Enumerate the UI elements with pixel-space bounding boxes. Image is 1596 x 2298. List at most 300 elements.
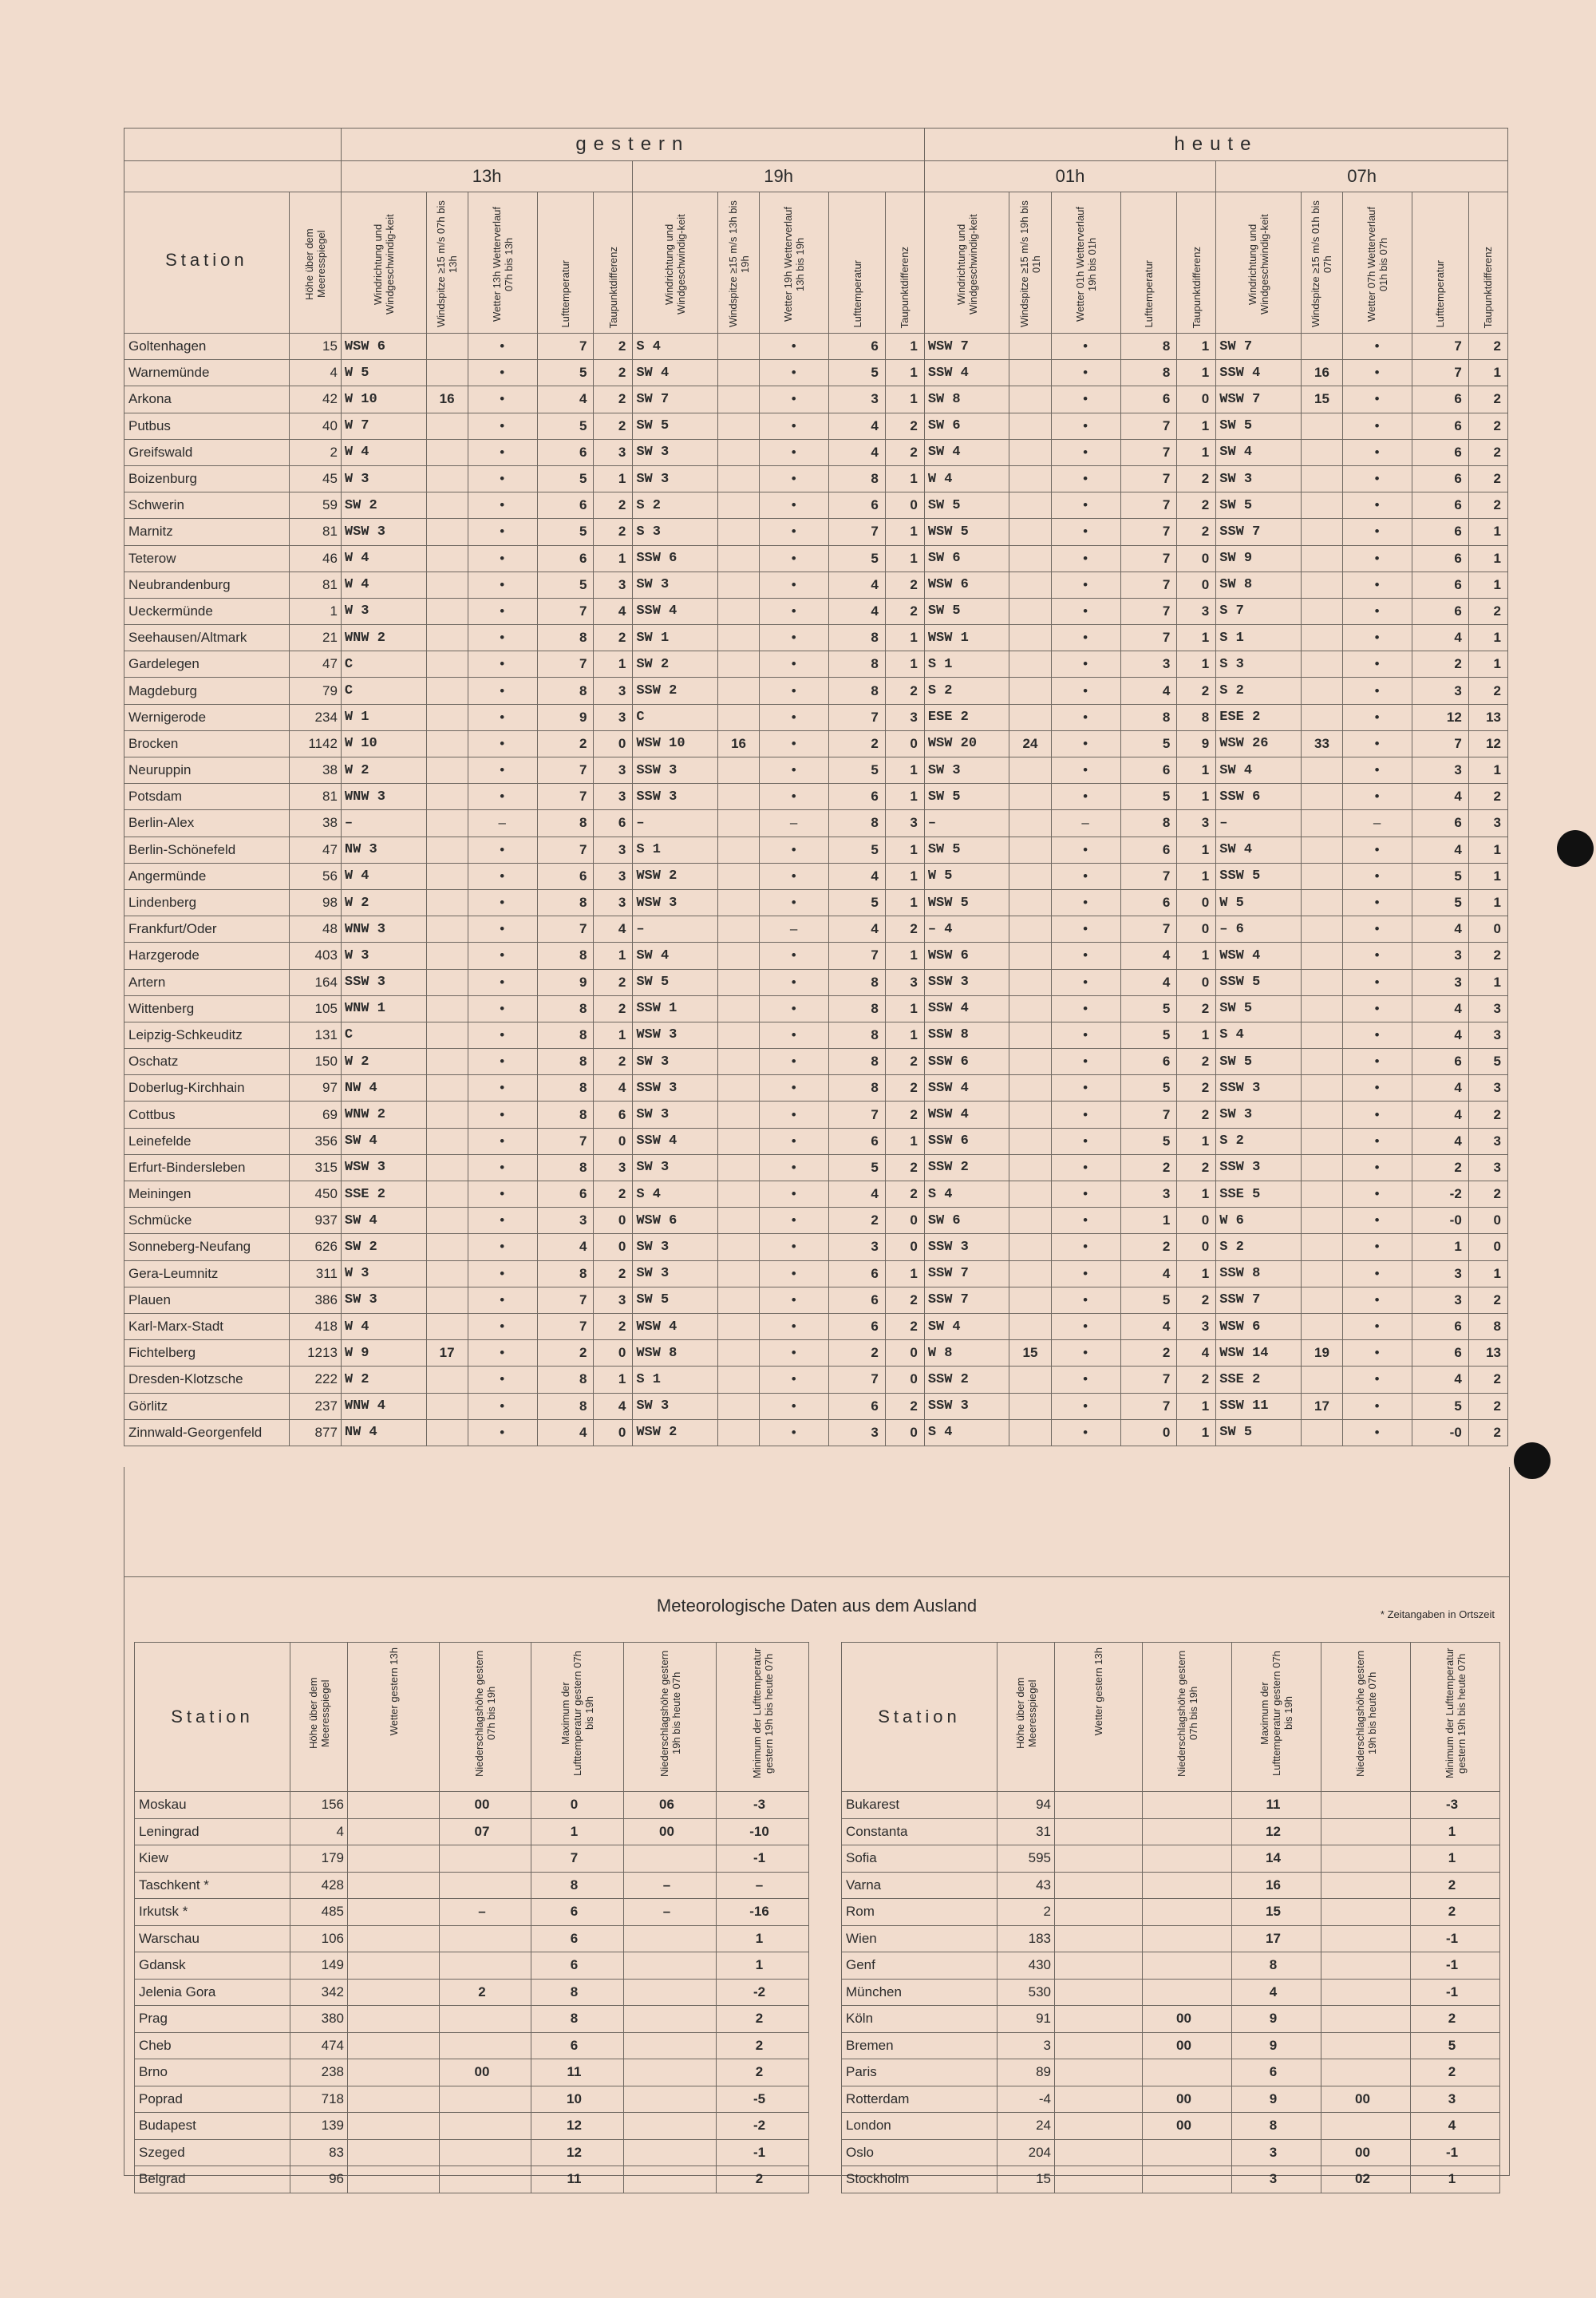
cell-wx: • bbox=[760, 519, 829, 545]
station-name: Gardelegen bbox=[124, 651, 290, 678]
cell-wind: WSW 6 bbox=[1216, 1313, 1302, 1339]
cell-gust bbox=[1009, 784, 1051, 810]
cell-gust bbox=[1301, 810, 1342, 837]
cell-val: 2 bbox=[1177, 519, 1216, 545]
foreign-cell bbox=[624, 2032, 717, 2059]
cell-gust bbox=[426, 1313, 468, 1339]
foreign-cell: 485 bbox=[290, 1899, 348, 1926]
cell-val: 6 bbox=[1412, 598, 1469, 624]
domestic-weather-table bbox=[124, 128, 1508, 1446]
cell-val: 1 bbox=[885, 386, 924, 413]
cell-val: 0 bbox=[1177, 889, 1216, 916]
cell-val: 8 bbox=[829, 1075, 886, 1102]
cell-val: 6 bbox=[1120, 757, 1177, 784]
foreign-cell bbox=[1321, 1979, 1411, 2006]
cell-gust bbox=[1301, 1022, 1342, 1048]
station-row bbox=[124, 916, 1508, 943]
station-row bbox=[124, 1419, 1508, 1446]
cell-wx: • bbox=[1051, 678, 1120, 704]
cell-wind: SW 2 bbox=[341, 492, 426, 519]
cell-gust bbox=[717, 360, 759, 386]
foreign-cell: 2 bbox=[717, 2059, 809, 2086]
foreign-station-name: München bbox=[842, 1979, 998, 2006]
cell-val: 6 bbox=[1120, 837, 1177, 863]
column-header-c19-4: Taupunktdifferenz bbox=[885, 192, 924, 334]
cell-wind: W 3 bbox=[341, 1260, 426, 1287]
cell-wx: • bbox=[468, 492, 537, 519]
cell-wx: • bbox=[1343, 439, 1412, 465]
cell-gust bbox=[717, 1419, 759, 1446]
cell-wind: WSW 3 bbox=[633, 1022, 718, 1048]
cell-wx: • bbox=[1343, 386, 1412, 413]
cell-gust bbox=[1009, 1181, 1051, 1208]
foreign-station-name: Köln bbox=[842, 2006, 998, 2033]
foreign-cell bbox=[348, 1872, 440, 1899]
station-name: Meiningen bbox=[124, 1181, 290, 1208]
punch-hole-top bbox=[1557, 830, 1594, 867]
foreign-station-row bbox=[842, 1818, 1500, 1845]
column-header-c01-0: Windrichtung und Windgeschwindig-keit bbox=[924, 192, 1009, 334]
cell-gust: 33 bbox=[1301, 730, 1342, 757]
cell-val: 6 bbox=[594, 810, 633, 837]
cell-val: 2 bbox=[1120, 1234, 1177, 1260]
foreign-cell: -3 bbox=[717, 1792, 809, 1819]
foreign-cell: 8 bbox=[1232, 2113, 1321, 2140]
cell-wx: • bbox=[1051, 889, 1120, 916]
cell-val: 5 bbox=[537, 360, 594, 386]
cell-val: 8 bbox=[537, 995, 594, 1022]
cell-wind: SSW 11 bbox=[1216, 1393, 1302, 1419]
cell-val: 7 bbox=[537, 651, 594, 678]
cell-wx: • bbox=[1343, 651, 1412, 678]
cell-gust bbox=[1009, 1102, 1051, 1128]
cell-val: 1 bbox=[1177, 943, 1216, 969]
station-row bbox=[124, 1208, 1508, 1234]
cell-wind: SW 4 bbox=[1216, 837, 1302, 863]
cell-gust: 15 bbox=[1301, 386, 1342, 413]
cell-wx: • bbox=[1343, 360, 1412, 386]
foreign-header-4: Maximum der Lufttemperatur gestern 07h bis 19h bbox=[1232, 1643, 1321, 1792]
station-row bbox=[124, 439, 1508, 465]
foreign-station-row bbox=[135, 1845, 809, 1873]
cell-wind: SSW 2 bbox=[633, 678, 718, 704]
station-name: Sonneberg-Neufang bbox=[124, 1234, 290, 1260]
foreign-cell: – bbox=[717, 1872, 809, 1899]
foreign-station-name: Prag bbox=[135, 2006, 290, 2033]
foreign-cell: 2 bbox=[717, 2032, 809, 2059]
station-name: Karl-Marx-Stadt bbox=[124, 1313, 290, 1339]
cell-wind: SW 3 bbox=[633, 1260, 718, 1287]
cell-gust bbox=[717, 519, 759, 545]
cell-wx: • bbox=[760, 1393, 829, 1419]
cell-gust bbox=[426, 519, 468, 545]
station-height: 403 bbox=[289, 943, 341, 969]
cell-val: 8 bbox=[1468, 1313, 1507, 1339]
cell-wind: WNW 3 bbox=[341, 784, 426, 810]
cell-wx: • bbox=[468, 1208, 537, 1234]
foreign-cell bbox=[1321, 1872, 1411, 1899]
cell-val: 2 bbox=[885, 439, 924, 465]
station-row bbox=[124, 519, 1508, 545]
foreign-station-name: Warschau bbox=[135, 1925, 290, 1952]
foreign-header-1: Höhe über dem Meeresspiegel bbox=[998, 1643, 1055, 1792]
cell-gust bbox=[1301, 1102, 1342, 1128]
cell-gust bbox=[1301, 889, 1342, 916]
cell-val: 4 bbox=[1412, 1128, 1469, 1154]
column-header-c07-4: Taupunktdifferenz bbox=[1468, 192, 1507, 334]
cell-val: 0 bbox=[1177, 1234, 1216, 1260]
cell-val: 1 bbox=[1468, 519, 1507, 545]
foreign-station-row bbox=[135, 1899, 809, 1926]
station-row bbox=[124, 1287, 1508, 1313]
cell-wx: • bbox=[468, 545, 537, 572]
foreign-header-6: Minimum der Lufttemperatur gestern 19h bis heute 07h bbox=[717, 1643, 809, 1792]
cell-wx: • bbox=[468, 757, 537, 784]
cell-val: 8 bbox=[829, 969, 886, 995]
cell-wind: SW 6 bbox=[924, 413, 1009, 439]
station-name: Goltenhagen bbox=[124, 334, 290, 360]
cell-gust bbox=[426, 1419, 468, 1446]
station-row bbox=[124, 572, 1508, 598]
station-height: 237 bbox=[289, 1393, 341, 1419]
cell-val: 6 bbox=[1412, 465, 1469, 492]
cell-wx: • bbox=[468, 969, 537, 995]
cell-wind: WNW 4 bbox=[341, 1393, 426, 1419]
cell-val: 4 bbox=[1412, 625, 1469, 651]
foreign-cell: 1 bbox=[531, 1818, 624, 1845]
foreign-cell: 91 bbox=[998, 2006, 1055, 2033]
cell-val: 1 bbox=[1468, 837, 1507, 863]
cell-val: 4 bbox=[1412, 1102, 1469, 1128]
foreign-header-5: Niederschlagshöhe gestern 19h bis heute 07h bbox=[1321, 1643, 1411, 1792]
cell-val: 3 bbox=[594, 439, 633, 465]
foreign-cell: 156 bbox=[290, 1792, 348, 1819]
cell-wx: • bbox=[1051, 784, 1120, 810]
foreign-cell: 2 bbox=[1411, 1872, 1500, 1899]
foreign-cell bbox=[624, 1952, 717, 1980]
cell-val: 2 bbox=[1468, 439, 1507, 465]
foreign-cell bbox=[348, 1845, 440, 1873]
station-row bbox=[124, 995, 1508, 1022]
cell-gust bbox=[426, 1260, 468, 1287]
station-row bbox=[124, 1154, 1508, 1181]
cell-wx: • bbox=[1051, 1022, 1120, 1048]
foreign-cell: -10 bbox=[717, 1818, 809, 1845]
cell-val: 3 bbox=[594, 572, 633, 598]
cell-gust bbox=[1009, 386, 1051, 413]
cell-gust bbox=[426, 1102, 468, 1128]
cell-gust bbox=[426, 360, 468, 386]
cell-val: 0 bbox=[1468, 1234, 1507, 1260]
station-height: 47 bbox=[289, 651, 341, 678]
cell-wx: • bbox=[1343, 1128, 1412, 1154]
cell-val: 7 bbox=[1120, 598, 1177, 624]
cell-gust bbox=[426, 1367, 468, 1393]
foreign-cell: 1 bbox=[1411, 2166, 1500, 2193]
cell-val: 2 bbox=[1412, 1154, 1469, 1181]
cell-gust bbox=[1009, 334, 1051, 360]
cell-gust bbox=[1009, 704, 1051, 730]
cell-val: 1 bbox=[1177, 1419, 1216, 1446]
cell-val: 6 bbox=[1412, 545, 1469, 572]
column-header-c19-3: Lufttemperatur bbox=[829, 192, 886, 334]
cell-wx: • bbox=[468, 1393, 537, 1419]
cell-wx: • bbox=[1343, 465, 1412, 492]
cell-wind: SW 6 bbox=[924, 545, 1009, 572]
station-name: Zinnwald-Georgenfeld bbox=[124, 1419, 290, 1446]
station-name: Dresden-Klotzsche bbox=[124, 1367, 290, 1393]
foreign-station-name: Moskau bbox=[135, 1792, 290, 1819]
foreign-cell: -2 bbox=[717, 2113, 809, 2140]
foreign-station-name: Rom bbox=[842, 1899, 998, 1926]
cell-wind: SSW 7 bbox=[1216, 1287, 1302, 1313]
cell-wind: SW 6 bbox=[924, 1208, 1009, 1234]
cell-wx: • bbox=[468, 1340, 537, 1367]
cell-gust bbox=[1301, 492, 1342, 519]
cell-wx: • bbox=[1051, 439, 1120, 465]
foreign-cell: -1 bbox=[717, 1845, 809, 1873]
cell-val: 2 bbox=[1177, 1287, 1216, 1313]
cell-wx: • bbox=[760, 1287, 829, 1313]
cell-wind: NW 4 bbox=[341, 1075, 426, 1102]
cell-val: 2 bbox=[594, 413, 633, 439]
cell-gust bbox=[426, 969, 468, 995]
cell-gust bbox=[717, 625, 759, 651]
cell-wx: • bbox=[760, 1102, 829, 1128]
cell-val: 4 bbox=[594, 1075, 633, 1102]
foreign-cell: 4 bbox=[1232, 1979, 1321, 2006]
station-height: 48 bbox=[289, 916, 341, 943]
cell-val: 2 bbox=[594, 1313, 633, 1339]
cell-wx: • bbox=[468, 889, 537, 916]
cell-val: 1 bbox=[1177, 360, 1216, 386]
cell-val: 2 bbox=[594, 386, 633, 413]
cell-wx: • bbox=[1051, 1181, 1120, 1208]
cell-wind: SSW 3 bbox=[341, 969, 426, 995]
cell-wx: • bbox=[1343, 413, 1412, 439]
cell-gust bbox=[717, 916, 759, 943]
station-name: Gera-Leumnitz bbox=[124, 1260, 290, 1287]
cell-wx: • bbox=[760, 1022, 829, 1048]
cell-val: 5 bbox=[1412, 889, 1469, 916]
cell-wx: • bbox=[1051, 1128, 1120, 1154]
foreign-cell: 00 bbox=[440, 1792, 531, 1819]
cell-wx: • bbox=[468, 1022, 537, 1048]
foreign-cell bbox=[1143, 2139, 1232, 2166]
cell-wx: • bbox=[760, 1234, 829, 1260]
cell-val: 1 bbox=[1468, 572, 1507, 598]
column-header-c19-2: Wetter 19h Wetterverlauf 13h bis 19h bbox=[760, 192, 829, 334]
cell-gust bbox=[717, 1208, 759, 1234]
cell-val: 2 bbox=[594, 519, 633, 545]
cell-gust bbox=[1301, 1049, 1342, 1075]
cell-wx: • bbox=[760, 1075, 829, 1102]
cell-wx: • bbox=[468, 704, 537, 730]
foreign-cell: 3 bbox=[1232, 2166, 1321, 2193]
cell-val: 2 bbox=[1468, 784, 1507, 810]
cell-val: 8 bbox=[1120, 704, 1177, 730]
foreign-cell: 380 bbox=[290, 2006, 348, 2033]
cell-val: 2 bbox=[885, 598, 924, 624]
cell-val: 4 bbox=[829, 572, 886, 598]
foreign-cell: 8 bbox=[531, 1979, 624, 2006]
cell-val: 1 bbox=[1468, 360, 1507, 386]
foreign-station-row bbox=[135, 2006, 809, 2033]
cell-val: 6 bbox=[1120, 1049, 1177, 1075]
station-name: Arkona bbox=[124, 386, 290, 413]
station-height: 40 bbox=[289, 413, 341, 439]
cell-val: 0 bbox=[594, 1419, 633, 1446]
cell-val: 7 bbox=[537, 1128, 594, 1154]
cell-val: 5 bbox=[1120, 1022, 1177, 1048]
cell-gust bbox=[1009, 572, 1051, 598]
cell-wx: • bbox=[468, 386, 537, 413]
cell-val: 8 bbox=[537, 678, 594, 704]
cell-val: 7 bbox=[1120, 863, 1177, 889]
cell-val: 3 bbox=[594, 863, 633, 889]
cell-val: 3 bbox=[594, 757, 633, 784]
cell-gust: 17 bbox=[1301, 1393, 1342, 1419]
cell-wx: • bbox=[1343, 572, 1412, 598]
cell-val: 3 bbox=[1177, 1313, 1216, 1339]
cell-val: 6 bbox=[1412, 439, 1469, 465]
cell-val: 4 bbox=[1412, 784, 1469, 810]
time-note: * Zeitangaben in Ortszeit bbox=[1380, 1608, 1495, 1620]
cell-val: 7 bbox=[537, 1287, 594, 1313]
cell-val: 5 bbox=[1120, 995, 1177, 1022]
cell-wind: SSW 3 bbox=[633, 757, 718, 784]
cell-val: 6 bbox=[1412, 1313, 1469, 1339]
foreign-header-3: Niederschlagshöhe gestern 07h bis 19h bbox=[440, 1643, 531, 1792]
foreign-station-row bbox=[842, 1872, 1500, 1899]
cell-wind: S 7 bbox=[1216, 598, 1302, 624]
cell-wind: S 3 bbox=[633, 519, 718, 545]
cell-wind: W 2 bbox=[341, 889, 426, 916]
cell-val: 3 bbox=[1177, 810, 1216, 837]
cell-wx: • bbox=[1343, 1154, 1412, 1181]
cell-val: 4 bbox=[1412, 837, 1469, 863]
cell-gust bbox=[1009, 492, 1051, 519]
cell-wx: • bbox=[1051, 360, 1120, 386]
station-height: 97 bbox=[289, 1075, 341, 1102]
cell-wx: • bbox=[1051, 1102, 1120, 1128]
cell-gust: 16 bbox=[717, 730, 759, 757]
station-height: 105 bbox=[289, 995, 341, 1022]
cell-gust bbox=[426, 651, 468, 678]
cell-gust bbox=[717, 334, 759, 360]
cell-gust bbox=[426, 863, 468, 889]
station-name: Lindenberg bbox=[124, 889, 290, 916]
cell-val: 0 bbox=[1177, 572, 1216, 598]
cell-val: 4 bbox=[1120, 678, 1177, 704]
foreign-station-row bbox=[135, 2139, 809, 2166]
cell-wx: • bbox=[468, 1419, 537, 1446]
cell-val: 6 bbox=[1412, 1340, 1469, 1367]
cell-wind: SSW 8 bbox=[924, 1022, 1009, 1048]
cell-val: 8 bbox=[537, 1102, 594, 1128]
cell-wx: • bbox=[1051, 1049, 1120, 1075]
cell-gust bbox=[426, 704, 468, 730]
cell-val: 8 bbox=[1120, 810, 1177, 837]
foreign-cell: 9 bbox=[1232, 2006, 1321, 2033]
foreign-cell: 2 bbox=[1411, 2006, 1500, 2033]
foreign-station-name: Kiew bbox=[135, 1845, 290, 1873]
foreign-cell: 15 bbox=[998, 2166, 1055, 2193]
cell-wx: • bbox=[760, 1260, 829, 1287]
cell-gust bbox=[717, 1049, 759, 1075]
cell-val: 8 bbox=[829, 1022, 886, 1048]
cell-wind: W 10 bbox=[341, 386, 426, 413]
cell-wind: SW 8 bbox=[1216, 572, 1302, 598]
cell-val: 4 bbox=[1120, 943, 1177, 969]
foreign-cell: 06 bbox=[624, 1792, 717, 1819]
cell-val: 3 bbox=[594, 678, 633, 704]
cell-wind: SSW 6 bbox=[924, 1128, 1009, 1154]
cell-wind: SSW 7 bbox=[1216, 519, 1302, 545]
cell-wx: • bbox=[1051, 1367, 1120, 1393]
cell-wx: • bbox=[1343, 1181, 1412, 1208]
cell-wx: • bbox=[1343, 1022, 1412, 1048]
cell-gust bbox=[1009, 598, 1051, 624]
foreign-station-name: Brno bbox=[135, 2059, 290, 2086]
foreign-station-row bbox=[842, 1845, 1500, 1873]
foreign-cell: 02 bbox=[1321, 2166, 1411, 2193]
foreign-cell bbox=[1143, 1952, 1232, 1980]
cell-wind: WNW 3 bbox=[341, 916, 426, 943]
cell-wx: • bbox=[1051, 545, 1120, 572]
foreign-cell: 428 bbox=[290, 1872, 348, 1899]
cell-gust bbox=[1301, 1154, 1342, 1181]
cell-val: 0 bbox=[1177, 916, 1216, 943]
column-header-c07-0: Windrichtung und Windgeschwindig-keit bbox=[1216, 192, 1302, 334]
foreign-cell: 6 bbox=[531, 2032, 624, 2059]
foreign-station-row bbox=[842, 2086, 1500, 2113]
cell-val: 7 bbox=[1120, 465, 1177, 492]
cell-val: 5 bbox=[537, 572, 594, 598]
cell-val: 2 bbox=[1412, 651, 1469, 678]
foreign-station-row bbox=[135, 1952, 809, 1980]
cell-val: 1 bbox=[1468, 651, 1507, 678]
cell-wx: • bbox=[1051, 1393, 1120, 1419]
station-height: 81 bbox=[289, 572, 341, 598]
cell-val: 0 bbox=[885, 730, 924, 757]
cell-wx: • bbox=[760, 995, 829, 1022]
foreign-station-name: Taschkent * bbox=[135, 1872, 290, 1899]
station-height: 81 bbox=[289, 519, 341, 545]
foreign-cell: 00 bbox=[1321, 2139, 1411, 2166]
cell-val: 1 bbox=[1120, 1208, 1177, 1234]
foreign-cell bbox=[1321, 1899, 1411, 1926]
cell-gust bbox=[426, 1181, 468, 1208]
cell-val: 1 bbox=[885, 625, 924, 651]
cell-val: 2 bbox=[885, 1154, 924, 1181]
cell-val: 4 bbox=[829, 1181, 886, 1208]
column-header-c01-1: Windspitze ≥15 m/s 19h bis 01h bbox=[1009, 192, 1051, 334]
cell-wind: S 1 bbox=[633, 837, 718, 863]
cell-gust bbox=[1009, 1022, 1051, 1048]
cell-val: 2 bbox=[1468, 1102, 1507, 1128]
cell-val: 8 bbox=[537, 1367, 594, 1393]
cell-gust bbox=[426, 1287, 468, 1313]
cell-wx: • bbox=[760, 678, 829, 704]
cell-val: 8 bbox=[537, 1022, 594, 1048]
station-height: 21 bbox=[289, 625, 341, 651]
cell-wind: W 1 bbox=[341, 704, 426, 730]
cell-val: 1 bbox=[594, 943, 633, 969]
cell-wx: • bbox=[468, 943, 537, 969]
cell-val: 2 bbox=[1468, 678, 1507, 704]
foreign-header-3: Niederschlagshöhe gestern 07h bis 19h bbox=[1143, 1643, 1232, 1792]
